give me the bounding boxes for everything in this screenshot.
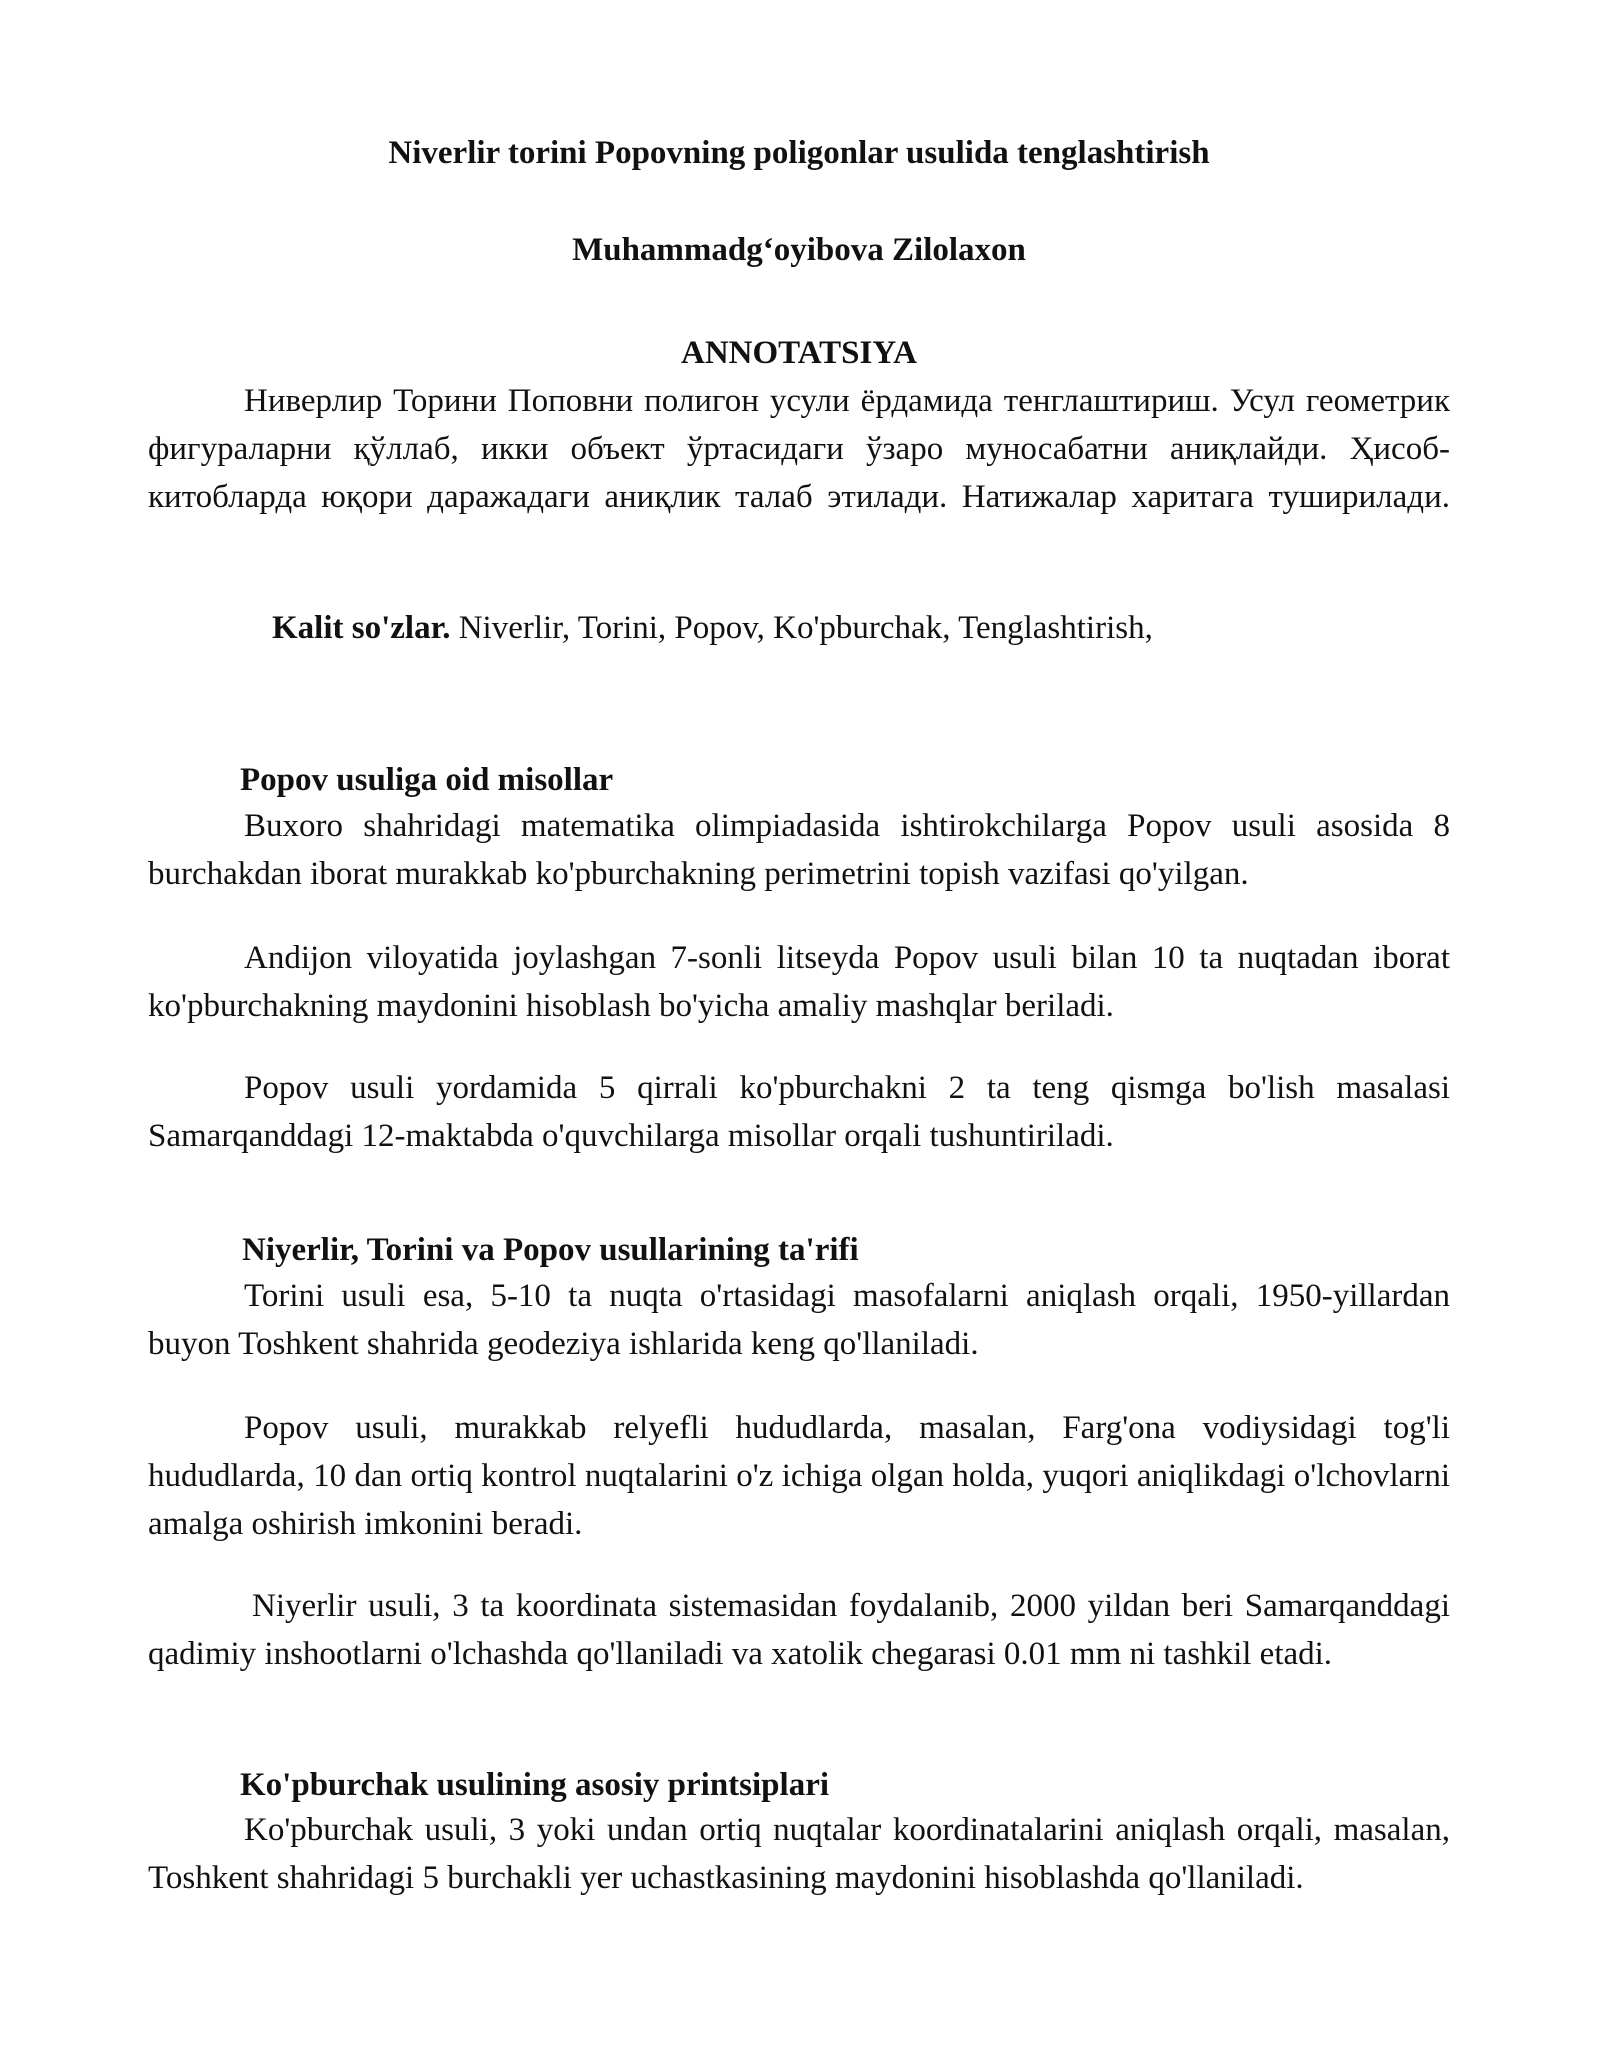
keywords-label: Kalit so'zlar. bbox=[272, 610, 451, 646]
annotation-text: Ниверлир Торини Поповни полигон усули ёрдамида тенглаштириш. Усул геометрик фигураларни қўллаб, икки объект ўртасидаги ўзаро муносабатни аниқлайди. Ҳисоб-китобларда юқори даражадаги аниқлик талаб этилади. Натижалар харитага туширилади. bbox=[148, 383, 1450, 515]
paragraph: Ko'pburchak usuli, 3 yoki undan ortiq nuqtalar koordinatalarini aniqlash orqali, masalan, Toshkent shahridagi 5 burchakli yer uchastkasining maydonini hisoblashda qo'llaniladi. bbox=[148, 1812, 1450, 1896]
section-heading: Ko'pburchak usulining asosiy printsiplari bbox=[240, 1767, 830, 1803]
paragraph: Popov usuli yordamida 5 qirrali ko'pburchakni 2 ta teng qismga bo'lish masalasi Samarqanddagi 12-maktabda o'quvchilarga misollar orqali tushuntiriladi. bbox=[148, 1070, 1450, 1154]
author-name: Muhammadg‘oyibova Zilolaxon bbox=[572, 232, 1026, 268]
document-title: Niverlir torini Popovning poligonlar usulida tenglashtirish bbox=[388, 135, 1210, 171]
section-heading: Niyerlir, Torini va Popov usullarining ta'rifi bbox=[242, 1232, 859, 1268]
paragraph: Popov usuli, murakkab relyefli hududlarda, masalan, Farg'ona vodiysidagi tog'li hududlarda, 10 dan ortiq kontrol nuqtalarini o'z ichiga olgan holda, yuqori aniqlikdagi o'lchovlarni amalga oshirish imkonini beradi. bbox=[148, 1410, 1450, 1542]
section-heading: Popov usuliga oid misollar bbox=[240, 762, 614, 798]
keywords-line bbox=[272, 608, 1153, 648]
paragraph: Andijon viloyatida joylashgan 7-sonli litseyda Popov usuli bilan 10 ta nuqtadan iborat ko'pburchakning maydonini hisoblash bo'yicha amaliy mashqlar beriladi. bbox=[148, 940, 1450, 1024]
keywords-text: Niverlir, Torini, Popov, Ko'pburchak, Tenglashtirish, bbox=[450, 610, 1153, 646]
paragraph: Buxoro shahridagi matematika olimpiadasida ishtirokchilarga Popov usuli asosida 8 burchakdan iborat murakkab ko'pburchakning perimetrini topish vazifasi qo'yilgan. bbox=[148, 808, 1450, 892]
paragraph: Niyerlir usuli, 3 ta koordinata sistemasidan foydalanib, 2000 yildan beri Samarqanddagi qadimiy inshootlarni o'lchashda qo'llaniladi va xatolik chegarasi 0.01 mm ni tashkil etadi. bbox=[148, 1588, 1450, 1672]
paragraph: Torini usuli esa, 5-10 ta nuqta o'rtasidagi masofalarni aniqlash orqali, 1950-yillardan buyon Toshkent shahrida geodeziya ishlarida keng qo'llaniladi. bbox=[148, 1278, 1450, 1362]
annotation-heading: ANNOTATSIYA bbox=[681, 335, 917, 371]
